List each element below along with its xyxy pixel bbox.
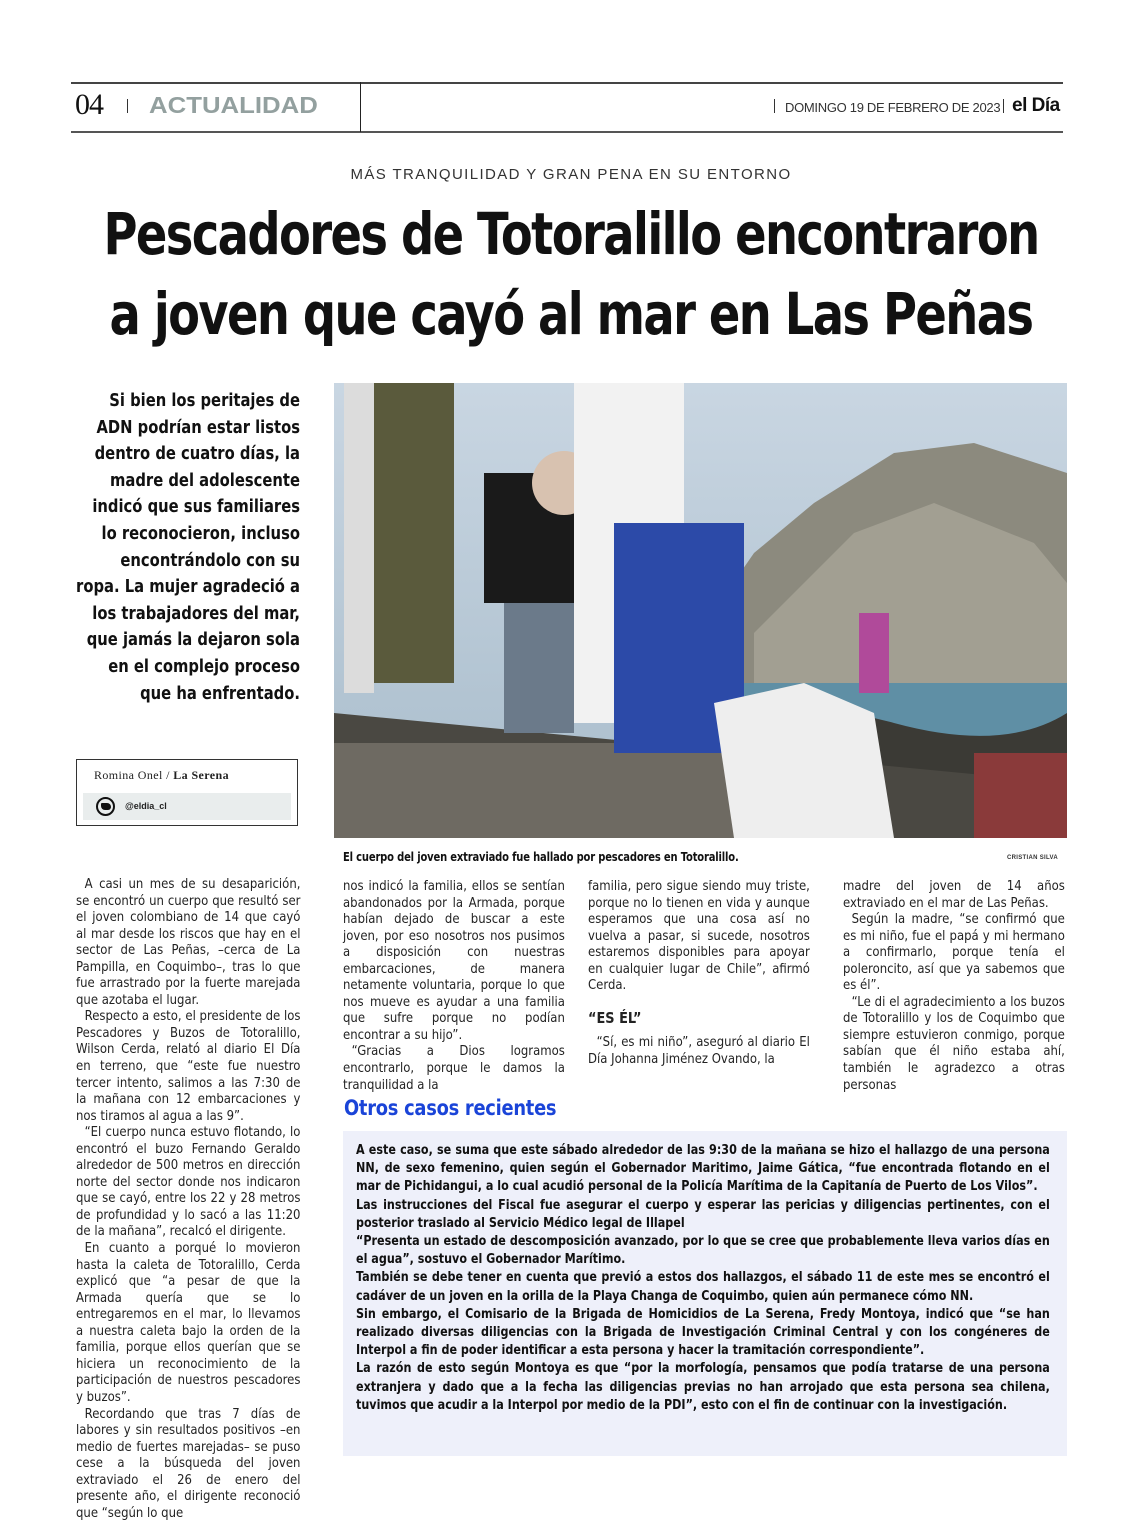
- body-column-3: [588, 878, 810, 1067]
- sidebar-paragraph: La razón de esto según Montoya es que “por la morfología, pensamos que podía tratarse de una persona extranjera y dado que a la fecha las diligencias previas no han arrojado que esta persona sea chilena, tuvimos que acudir a la Interpol por medio de la PDI”, esto con el fin de continuar con la investigación.: [356, 1361, 1050, 1413]
- header-bottom-rule: [71, 131, 1063, 133]
- sidebar-paragraph: Las instrucciones del Fiscal fue asegurar el cuerpo y esperar las pericias y diligencias pertinentes, con el posterior traslado al Servicio Médico legal de Illapel: [356, 1197, 1050, 1231]
- body-paragraph: Según la madre, “se confirmó que es mi niño, fue el papá y mi hermano a confirmarlo, porque tenía el poleroncito, así que ya sabemos que es él”.: [843, 911, 1065, 994]
- body-paragraph: Respecto a esto, el presidente de los Pescadores y Buzos de Totoralillo, Wilson Cerda, relató al diario El Día en terreno, que “este fue nuestro tercer intento, salimos a las 7:30 de la mañana con 12 embarcaciones y nos tiramos al agua a las 9”.: [76, 1008, 301, 1124]
- body-paragraph: Recordando que tras 7 días de labores y sin resultados positivos –en medio de fuertes marejadas– se puso cese a la búsqueda del joven extraviado el 26 de enero del presente año, el dirigente reconoció que “según lo que: [76, 1405, 301, 1521]
- brand-separator: [1003, 99, 1004, 113]
- twitter-bar[interactable]: [83, 793, 291, 820]
- sidebar-text: [356, 1142, 1050, 1415]
- issue-date: DOMINGO 19 DE FEBRERO DE 2023: [785, 100, 1001, 115]
- section-label: ACTUALIDAD: [149, 92, 318, 118]
- page-number: 04: [75, 88, 103, 121]
- sidebar-paragraph: Sin embargo, el Comisario de la Brigada de Homicidios de La Serena, Fredy Montoya, indicó que “se han realizado diversas diligencias con la Brigada de Investigación Criminal Central y con los congéneres de Interpol a fin de poder identificar a esta persona y hacer la tramitación correspondiente”.: [356, 1306, 1050, 1359]
- body-paragraph: madre del joven de 14 años extraviado en el mar de Las Peñas.: [843, 878, 1065, 911]
- body-column-1: [76, 876, 300, 1521]
- body-column-2: [343, 878, 565, 1093]
- body-paragraph: A casi un mes de su desaparición, se encontró un cuerpo que resultó ser el joven colombiano de 14 que cayó al mar desde los riscos que hay en el sector de Las Peñas, –cerca de La Pampilla, en Coquimbo–, tras lo que fue arrastrado por la fuerte marejada que azotaba el lugar.: [76, 876, 301, 1008]
- body-paragraph: familia, pero sigue siendo muy triste, porque no lo tienen en vida y aunque esperamos que una cosa así no vuelva a pasar, si sucede, nosotros estaremos disponibles para apoyar en cualquier lugar de Chile”, afirmó Cerda.: [588, 878, 810, 994]
- newspaper-logo: el Día: [1012, 95, 1060, 116]
- twitter-icon: [96, 797, 115, 816]
- header-separator: [127, 99, 128, 113]
- date-separator: [774, 99, 775, 113]
- subheading: “ES ÉL”: [588, 1008, 642, 1027]
- sidebar-paragraph: A este caso, se suma que este sábado alrededor de las 9:30 de la mañana se hizo el hallazgo de una persona NN, de sexo femenino, quien según el Gobernador Maritimo, Jaime Gática, “fue encontrada flotando en el mar de Pichidangui, a lo cual acudió personal de la Policía Marítima de la Capitanía de Puerto de Los Vilos”.: [356, 1143, 1050, 1195]
- sidebar-paragraph: También se debe tener en cuenta que previó a estos dos hallazgos, el sábado 11 de este mes se encontró el cadáver de un joven en la orilla de la Playa Changa de Coquimbo, quien aún permanece cómo NN.: [356, 1270, 1050, 1304]
- body-paragraph: En cuanto a porqué lo movieron hasta la caleta de Totoralillo, Cerda explicó que “a pesar de que la Armada quería que se lo entregaremos en el mar, lo llevamos a nuestra caleta bajo la orden de la familia, porque ellos querían que se hiciera un reconocimiento de la participación de nuestros pescadores y buzos”.: [76, 1240, 301, 1405]
- author-location: La Serena: [173, 768, 229, 782]
- sidebar-paragraph: “Presenta un estado de descomposición avanzado, por lo que se cree que probablemente lleva varios días en el agua”, sostuvo el Gobernador Marítimo.: [356, 1234, 1050, 1268]
- byline-box: [76, 759, 298, 826]
- header-top-rule: [71, 82, 1063, 84]
- body-paragraph: “El cuerpo nunca estuvo flotando, lo encontró el buzo Fernando Geraldo alrededor de 500 metros en dirección norte del sector donde nos indicaron que se cayó, entre los 22 y 28 metros de profundidad y lo sacó a las 11:20 de la mañana”, recalcó el dirigente.: [76, 1124, 301, 1240]
- bystander: [859, 613, 889, 693]
- sidebar-title: Otros casos recientes: [344, 1096, 557, 1120]
- body-paragraph: “Sí, es mi niño”, aseguró al diario El Día Johanna Jiménez Ovando, la: [588, 1034, 810, 1067]
- headline-line-1: Pescadores de Totoralillo encontraron: [103, 200, 1039, 268]
- photo-caption: El cuerpo del joven extraviado fue hallado por pescadores en Totoralillo.: [343, 850, 739, 864]
- kicker: MÁS TRANQUILIDAD Y GRAN PENA EN SU ENTORNO: [350, 166, 792, 183]
- body-paragraph: “Le di el agradecimiento a los buzos de Totoralillo y los de Coquimbo que siempre estuvieron conmigo, porque sabían que él niño estaba ahí, también le agradezco a otras personas: [843, 993, 1065, 1093]
- header-divider: [360, 82, 361, 132]
- body-column-4: [843, 878, 1065, 1093]
- photo-illustration: [334, 383, 1067, 838]
- body-paragraph: “Gracias a Dios logramos encontrarlo, porque le damos la tranquilidad a la: [343, 1043, 565, 1093]
- twitter-handle[interactable]: @eldia_cl: [125, 801, 167, 811]
- lead-paragraph: Si bien los peritajes de ADN podrían estar listos dentro de cuatro días, la madre del adolescente indicó que sus familiares lo reconocieron, incluso encontrándolo con su ropa. La mujer agradeció a los trabajadores del mar, que jamás la dejaron sola en el complejo proceso que ha enfrentado.: [76, 390, 301, 704]
- author-name: Romina Onel /: [94, 768, 170, 782]
- headline-line-2: a joven que cayó al mar en Las Peñas: [109, 280, 1033, 348]
- article-photo: [334, 383, 1067, 838]
- byline-author: [94, 768, 229, 783]
- lead-container: [24, 388, 300, 707]
- photo-credit: CRISTIAN SILVA: [1007, 855, 1058, 861]
- body-paragraph: nos indicó la familia, ellos se sentían abandonados por la Armada, porque habían dejado de buscar a este joven, por eso nosotros nos pusimos a disposición con nuestras embarcaciones, de manera netamente voluntaria, porque lo que nos mueve es ayudar a una familia que sufre porque no podían encontrar a su hijo”.: [343, 878, 565, 1043]
